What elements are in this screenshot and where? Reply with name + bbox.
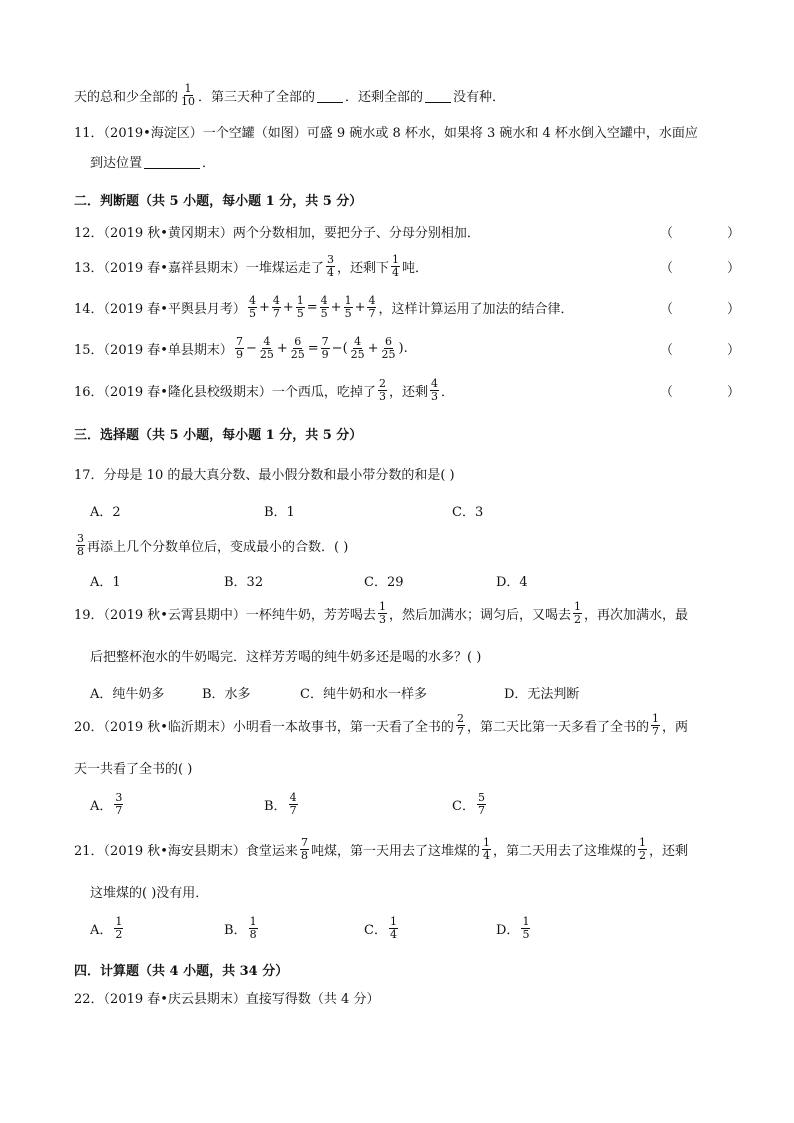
q22: 22．（2019 春•庆云县期末）直接写得数（共 4 分） [74, 991, 380, 1007]
option-c[interactable]: C． $\frac{1}{4}$ [364, 915, 397, 941]
option-b[interactable]: B．1 [264, 505, 295, 520]
answer-paren[interactable]: （ ） [660, 225, 740, 241]
q20-options [90, 792, 730, 822]
q18: $\frac{3}{8}$ 再添上几个分数单位后，变成最小的合数．( ) [77, 531, 349, 558]
q20-line2: 天一共看了全书的( ) [74, 761, 193, 777]
q21-line1: 21．（2019 秋•海安县期末）食堂运来 $\frac{7}{8}$ 吨煤，第一天用去了这堆煤的 $\frac{1}{4}$ ，第二天用去了这堆煤的 $\frac{1}{2}$ ，还剩 [74, 835, 688, 862]
q17: 17．分母是 10 的最大真分数、最小假分数和最小带分数的和是( ) [74, 467, 455, 483]
option-b[interactable]: B．32 [224, 575, 264, 590]
option-c[interactable]: C．纯牛奶和水一样多 [300, 687, 427, 702]
option-d[interactable]: D．无法判断 [504, 687, 580, 702]
q14: 14．（2019 春•平舆县月考） $\frac{4}{5}$ + $\frac{4}{7}$ + $\frac{1}{5}$ = $\frac{4}{5}$ + $\frac{1}{5}$ + $\frac{4}{7}$ ，这样计算运用了加法的结合律． （ ） [74, 293, 740, 320]
option-c[interactable]: C． $\frac{5}{7}$ [452, 791, 485, 817]
option-d[interactable]: D． $\frac{1}{5}$ [496, 915, 530, 941]
q17-options [90, 494, 730, 524]
q20-line1: 20．（2019 秋•临沂期末）小明看一本故事书，第一天看了全书的 $\frac{2}{7}$ ，第二天比第一天多看了全书的 $\frac{1}{7}$ ，两 [74, 711, 688, 738]
option-b[interactable]: B．水多 [202, 687, 251, 702]
option-c[interactable]: C．29 [364, 575, 404, 590]
option-b[interactable]: B． $\frac{1}{8}$ [224, 915, 257, 941]
text: ．还剩全部的 [345, 89, 424, 105]
answer-paren[interactable]: （ ） [660, 301, 740, 317]
q21-options [90, 916, 730, 946]
answer-paren[interactable]: （ ） [660, 342, 740, 358]
q21-line2: 这堆煤的( )没有用． [90, 885, 209, 901]
q15: 15．（2019 春•单县期末） $\frac{7}{9}$ − $\frac{4}{25}$ + $\frac{6}{25}$ = $\frac{7}{9}$ − ( $\frac{4}{25}$ + $\frac{6}{25}$ ) . （ ） [74, 334, 740, 361]
answer-blank[interactable] [317, 88, 343, 103]
text: ．第三天种了全部的 [198, 89, 316, 105]
option-a[interactable]: A．2 [90, 505, 121, 520]
section-title-calculation: 四．计算题（共 4 小题，共 34 分） [74, 963, 289, 979]
q19-line1: 19．（2019 秋•云霄县期中）一杯纯牛奶，芳芳喝去 $\frac{1}{3}$ ，然后加满水；调匀后，又喝去 $\frac{1}{2}$ ，再次加满水，最 [74, 599, 688, 626]
text: 没有种． [453, 89, 506, 105]
option-d[interactable]: D．4 [496, 575, 528, 590]
q18-options [90, 564, 730, 594]
section-title-choice: 三．选择题（共 5 小题，每小题 1 分，共 5 分） [74, 427, 363, 443]
q19-line2: 后把整杯泡水的牛奶喝完．这样芳芳喝的纯牛奶多还是喝的水多？( ) [90, 649, 482, 665]
answer-paren[interactable]: （ ） [660, 260, 740, 276]
q11-line1: 11．（2019•海淀区）一个空罐（如图）可盛 9 碗水或 8 杯水，如果将 3 碗水和 4 杯水倒入空罐中，水面应 [74, 125, 698, 141]
fraction: $\frac{3}{4}$ [326, 252, 334, 279]
option-a[interactable]: A．1 [90, 575, 121, 590]
q13: 13．（2019 春•嘉祥县期末）一堆煤运走了 $\frac{3}{4}$ ，还剩下 $\frac{1}{4}$ 吨． （ ） [74, 252, 740, 279]
option-c[interactable]: C．3 [452, 505, 484, 520]
answer-blank[interactable] [144, 154, 200, 169]
section-title-judgment: 二．判断题（共 5 小题，每小题 1 分，共 5 分） [74, 193, 363, 209]
q19-options [90, 676, 730, 706]
q12: 12．（2019 秋•黄冈期末）两个分数相加，要把分子、分母分别相加． （ ） [74, 216, 734, 246]
answer-blank[interactable] [425, 88, 451, 103]
q16: 16．（2019 春•隆化县校级期末）一个西瓜，吃掉了 $\frac{2}{3}$ ，还剩 $\frac{4}{3}$ ． （ ） [74, 376, 740, 403]
text: 天的总和少全部的 [74, 89, 179, 105]
q10-tail [74, 80, 734, 110]
option-a[interactable]: A． $\frac{1}{2}$ [90, 915, 123, 941]
answer-paren[interactable]: （ ） [660, 384, 740, 400]
q11-line2: 到达位置 ． [90, 155, 216, 171]
option-a[interactable]: A．纯牛奶多 [90, 687, 165, 702]
fraction: $\frac{1}{10}$ [181, 81, 196, 108]
option-b[interactable]: B． $\frac{4}{7}$ [264, 791, 297, 817]
option-a[interactable]: A． $\frac{3}{7}$ [90, 791, 123, 817]
fraction: $\frac{1}{4}$ [391, 252, 399, 279]
